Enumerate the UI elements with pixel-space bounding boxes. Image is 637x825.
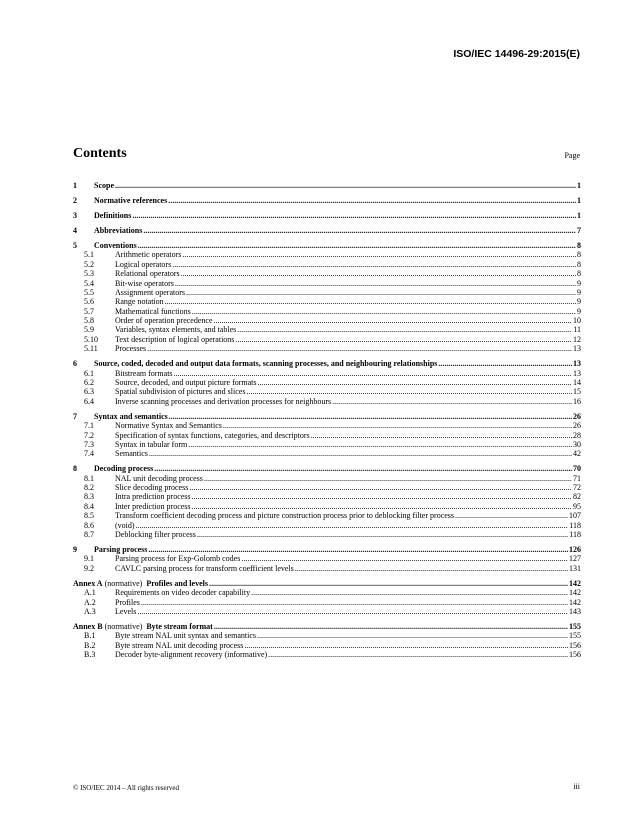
toc-entry-title: CAVLC parsing process for transform coefficient levels (115, 563, 294, 573)
toc-entry[interactable] (73, 530, 581, 539)
toc-entry-number: 8.6 (84, 520, 94, 530)
toc-entry-page: 8 (577, 259, 581, 269)
toc-entry-title: Profiles and levels (146, 578, 208, 588)
toc-entry[interactable] (73, 449, 581, 458)
toc-entry-title: Decoder byte-alignment recovery (informative) (115, 650, 268, 660)
dot-leader (246, 387, 572, 396)
toc-entry-title: Conventions (94, 240, 137, 250)
toc-entry-title: Range notation (115, 297, 164, 307)
toc-entry-title: Transform coefficient decoding process and picture construction process prior to deblocking filter process (115, 511, 455, 521)
dot-leader (241, 554, 568, 563)
dot-leader (214, 622, 568, 631)
toc-entry[interactable] (73, 440, 581, 449)
dot-leader (192, 307, 576, 316)
toc-entry-number: 5.7 (84, 306, 94, 316)
toc-entry-number: 5.6 (84, 297, 94, 307)
toc-entry-page: 155 (569, 621, 581, 631)
toc-entry[interactable] (73, 607, 581, 616)
dot-leader (137, 607, 568, 616)
dot-leader (311, 431, 572, 440)
dot-leader (223, 421, 572, 430)
toc-entry-page: 118 (569, 520, 581, 530)
toc-entry[interactable] (73, 369, 581, 378)
dot-leader (192, 492, 572, 501)
dot-leader (257, 631, 568, 640)
toc-entry-page: 13 (573, 368, 581, 378)
toc-entry[interactable] (73, 387, 581, 396)
toc-entry-page: 142 (569, 588, 581, 598)
toc-entry-title: Bitstream formats (115, 368, 173, 378)
toc-entry-title: Byte stream NAL unit syntax and semantics (115, 631, 257, 641)
toc-entry-number: 2 (73, 195, 77, 205)
toc-entry-page: 107 (569, 511, 581, 521)
dot-leader (143, 226, 576, 235)
dot-leader (172, 260, 576, 269)
toc-entry-title: (void) (115, 520, 135, 530)
toc-entry-page: 126 (569, 545, 581, 555)
toc-entry[interactable] (73, 241, 581, 250)
toc-entry-number: Annex B (73, 621, 103, 631)
toc-entry-number: 6.3 (84, 387, 94, 397)
toc-entry-number: 5.2 (84, 259, 94, 269)
toc-entry-annex-type: (normative) (102, 578, 147, 588)
dot-leader (115, 181, 576, 190)
toc-entry-number: 9.2 (84, 563, 94, 573)
toc-entry[interactable] (73, 474, 581, 483)
contents-title: Contents (73, 146, 127, 161)
toc-entry[interactable] (73, 307, 581, 316)
toc-entry[interactable] (73, 412, 581, 421)
dot-leader (237, 325, 572, 334)
toc-entry-number: 7.1 (84, 421, 94, 431)
toc-entry-page: 155 (569, 631, 581, 641)
toc-entry[interactable] (73, 397, 581, 406)
toc-entry[interactable] (73, 431, 581, 440)
toc-entry-number: 6.2 (84, 378, 94, 387)
dot-leader (132, 211, 576, 220)
toc-entry-number: A.3 (84, 606, 96, 616)
toc-entry-title: Assignment operators (115, 287, 185, 297)
toc-entry-number: 5.9 (84, 325, 94, 335)
toc-entry-page: 42 (573, 449, 581, 459)
toc-entry-number: 8.4 (84, 501, 94, 511)
toc-entry-number: 7.3 (84, 439, 94, 449)
toc-entry[interactable] (73, 492, 581, 501)
dot-leader (204, 474, 572, 483)
toc-entry-number: 5.3 (84, 269, 94, 279)
toc-entry[interactable] (73, 598, 581, 607)
toc-entry-number: 5 (73, 240, 77, 250)
dot-leader (214, 316, 573, 325)
toc-entry[interactable] (73, 511, 581, 520)
toc-entry-page: 156 (569, 650, 581, 660)
toc-entry[interactable] (73, 181, 581, 190)
toc-entry-title: Inverse scanning processes and derivation processes for neighbours (115, 396, 332, 406)
dot-leader (181, 269, 576, 278)
toc-entry[interactable] (73, 564, 581, 573)
toc-entry-number: B.1 (84, 631, 96, 641)
toc-entry-number: 8.3 (84, 492, 94, 502)
dot-leader (154, 464, 572, 473)
toc-entry-title: Relational operators (115, 269, 180, 279)
toc-entry-number: 5.5 (84, 287, 94, 297)
toc-entry-title: Requirements on video decoder capability (115, 588, 251, 598)
toc-entry-number: A.2 (84, 597, 96, 607)
toc-entry-number: 6.4 (84, 396, 94, 406)
toc-entry-number: 1 (73, 181, 77, 190)
toc-entry-title: Normative references (94, 195, 168, 205)
toc-entry-title: Logical operators (115, 259, 172, 269)
toc-entry-title: Syntax in tabular form (115, 439, 188, 449)
toc-entry[interactable] (73, 279, 581, 288)
dot-leader (186, 288, 576, 297)
toc-entry-title: Text description of logical operations (115, 334, 235, 344)
toc-entry-number: 3 (73, 210, 77, 220)
dot-leader (268, 650, 568, 659)
dot-leader (209, 579, 568, 588)
toc-entry-page: 26 (573, 411, 581, 421)
toc-entry-title: Normative Syntax and Semantics (115, 421, 222, 431)
toc-entry-page: 71 (573, 473, 581, 483)
dot-leader (258, 378, 572, 387)
dot-leader (188, 440, 572, 449)
dot-leader (148, 545, 568, 554)
dot-leader (169, 412, 572, 421)
toc-entry[interactable] (73, 250, 581, 259)
toc-entry-title: Order of operation precedence (115, 316, 213, 326)
toc-entry-page: 7 (577, 225, 581, 235)
dot-leader (197, 530, 568, 539)
dot-leader (141, 598, 568, 607)
page-number: iii (573, 782, 580, 791)
toc-entry-number: A.1 (84, 588, 96, 598)
toc-entry[interactable] (73, 588, 581, 597)
toc-entry[interactable] (73, 325, 581, 334)
toc-entry[interactable] (73, 196, 581, 205)
toc-entry-page: 1 (577, 195, 581, 205)
toc-entry-title: Source, decoded, and output picture formats (115, 378, 257, 387)
toc-entry[interactable] (73, 421, 581, 430)
dot-leader (332, 397, 572, 406)
toc-entry-title: Arithmetic operators (115, 250, 182, 260)
toc-entry[interactable] (73, 622, 581, 631)
toc-entry-page: 127 (569, 554, 581, 564)
toc-entry-page: 1 (577, 181, 581, 190)
toc-entry-title: Spatial subdivision of pictures and slices (115, 387, 246, 397)
toc-entry-title: Byte stream NAL unit decoding process (115, 640, 244, 650)
toc-entry-page: 9 (577, 297, 581, 307)
toc-entry-title: Deblocking filter process (115, 530, 196, 540)
toc-entry-title: Specification of syntax functions, categories, and descriptors (115, 430, 310, 440)
toc-entry-page: 12 (573, 334, 581, 344)
toc-entry-page: 13 (573, 359, 581, 369)
toc-entry-number: 9.1 (84, 554, 94, 564)
toc-entry-title: Slice decoding process (115, 483, 189, 493)
toc-entry[interactable] (73, 650, 581, 659)
toc-entry-page: 8 (577, 250, 581, 260)
toc-entry-page: 11 (573, 325, 581, 335)
toc-entry[interactable] (73, 483, 581, 492)
toc-entry[interactable] (73, 545, 581, 554)
dot-leader (182, 250, 576, 259)
toc-entry-number: 8.5 (84, 511, 94, 521)
toc-entry[interactable] (73, 226, 581, 235)
toc-entry-page: 72 (573, 483, 581, 493)
dot-leader (175, 279, 576, 288)
toc-entry-page: 82 (573, 492, 581, 502)
toc-entry-title: Levels (115, 606, 137, 616)
toc-entry[interactable] (73, 579, 581, 588)
toc-entry[interactable] (73, 288, 581, 297)
toc-entry[interactable] (73, 641, 581, 650)
toc-entry-number: 8 (73, 464, 77, 474)
toc-entry-page: 9 (577, 287, 581, 297)
toc-entry-number: 6 (73, 359, 77, 369)
dot-leader (147, 344, 572, 353)
toc-entry-title: Variables, syntax elements, and tables (115, 325, 237, 335)
toc-entry[interactable] (73, 631, 581, 640)
toc-entry-title: Inter prediction process (115, 501, 191, 511)
toc-entry-page: 9 (577, 278, 581, 288)
toc-entry-page: 1 (577, 210, 581, 220)
toc-entry-title: Bit-wise operators (115, 278, 174, 288)
toc-entry-page: 70 (573, 464, 581, 474)
toc-entry-number: 5.1 (84, 250, 94, 260)
toc-entry[interactable] (73, 464, 581, 473)
toc-entry-number: 9 (73, 545, 77, 555)
toc-entry-number: 5.10 (84, 334, 98, 344)
toc-entry-number: 5.11 (84, 344, 98, 354)
toc-entry-number: 8.7 (84, 530, 94, 540)
toc-entry-title: Syntax and semantics (94, 411, 168, 421)
toc-entry-page: 156 (569, 640, 581, 650)
toc-entry-title: Byte stream format (146, 621, 213, 631)
dot-leader (192, 502, 572, 511)
toc-entry[interactable] (73, 269, 581, 278)
toc-entry[interactable] (73, 521, 581, 530)
toc-entry-page: 8 (577, 240, 581, 250)
toc-entry-number: 7.4 (84, 449, 94, 459)
dot-leader (165, 297, 576, 306)
toc-entry-page: 28 (573, 430, 581, 440)
toc-entry-page: 10 (573, 316, 581, 326)
dot-leader (251, 588, 568, 597)
dot-leader (189, 483, 572, 492)
toc-entry[interactable] (73, 378, 581, 387)
dot-leader (138, 241, 576, 250)
copyright-notice: © ISO/IEC 2014 – All rights reserved (73, 784, 180, 792)
dot-leader (168, 196, 576, 205)
toc-entry[interactable] (73, 344, 581, 353)
toc-entry-title: Processes (115, 344, 147, 354)
toc-entry-page: 143 (569, 606, 581, 616)
toc-entry-page: 26 (573, 421, 581, 431)
toc-entry[interactable] (73, 335, 581, 344)
toc-entry[interactable] (73, 211, 581, 220)
dot-leader (149, 449, 572, 458)
dot-leader (235, 335, 572, 344)
toc-entry-title: Parsing process for Exp-Golomb codes (115, 554, 241, 564)
dot-leader (136, 521, 569, 530)
toc-entry-page: 30 (573, 439, 581, 449)
toc-entry-number: 7.2 (84, 430, 94, 440)
toc-entry-number: B.3 (84, 650, 96, 660)
document-id: ISO/IEC 14496-29:2015(E) (453, 48, 580, 60)
toc-entry-number: 7 (73, 411, 77, 421)
toc-entry-page: 16 (573, 396, 581, 406)
toc-entry-title: Scope (94, 181, 114, 190)
toc-entry-title: Decoding process (94, 464, 154, 474)
toc-entry-title: Mathematical functions (115, 306, 191, 316)
toc-entry-title: Parsing process (94, 545, 148, 555)
page-column-label: Page (564, 151, 580, 160)
toc-entry-page: 142 (569, 578, 581, 588)
toc-entry-number: 5.4 (84, 278, 94, 288)
toc-entry[interactable] (73, 316, 581, 325)
toc-entry[interactable] (73, 359, 581, 368)
toc-entry-title: Intra prediction process (115, 492, 191, 502)
toc-entry[interactable] (73, 260, 581, 269)
toc-entry-page: 13 (573, 344, 581, 354)
toc-entry-page: 142 (569, 597, 581, 607)
toc-entry-page: 118 (569, 530, 581, 540)
toc-entry-title: NAL unit decoding process (115, 473, 203, 483)
toc-entry-title: Definitions (94, 210, 132, 220)
toc-entry-number: 8.2 (84, 483, 94, 493)
toc-entry-number: 5.8 (84, 316, 94, 326)
toc-entry-page: 14 (573, 378, 581, 387)
toc-entry-page: 95 (573, 501, 581, 511)
dot-leader (455, 511, 568, 520)
toc-entry-title: Semantics (115, 449, 148, 459)
toc-entry-title: Source, coded, decoded and output data formats, scanning processes, and neighbouring relationships (94, 359, 438, 369)
toc-entry-title: Profiles (115, 597, 140, 607)
toc-entry[interactable] (73, 502, 581, 511)
toc-entry-page: 15 (573, 387, 581, 397)
toc-entry-number: 8.1 (84, 473, 94, 483)
toc-entry-page: 131 (569, 563, 581, 573)
dot-leader (438, 359, 572, 368)
toc-entry-title: Abbreviations (94, 225, 143, 235)
toc-entry[interactable] (73, 554, 581, 563)
dot-leader (174, 369, 572, 378)
toc-entry-number: 4 (73, 225, 77, 235)
toc-entry-annex-type: (normative) (102, 621, 147, 631)
toc-entry[interactable] (73, 297, 581, 306)
toc-entry-number: Annex A (73, 578, 103, 588)
table-of-contents (73, 181, 581, 660)
dot-leader (244, 641, 568, 650)
dot-leader (295, 564, 568, 573)
toc-entry-number: 6.1 (84, 368, 94, 378)
toc-entry-number: B.2 (84, 640, 96, 650)
toc-entry-page: 9 (577, 306, 581, 316)
toc-entry-page: 8 (577, 269, 581, 279)
